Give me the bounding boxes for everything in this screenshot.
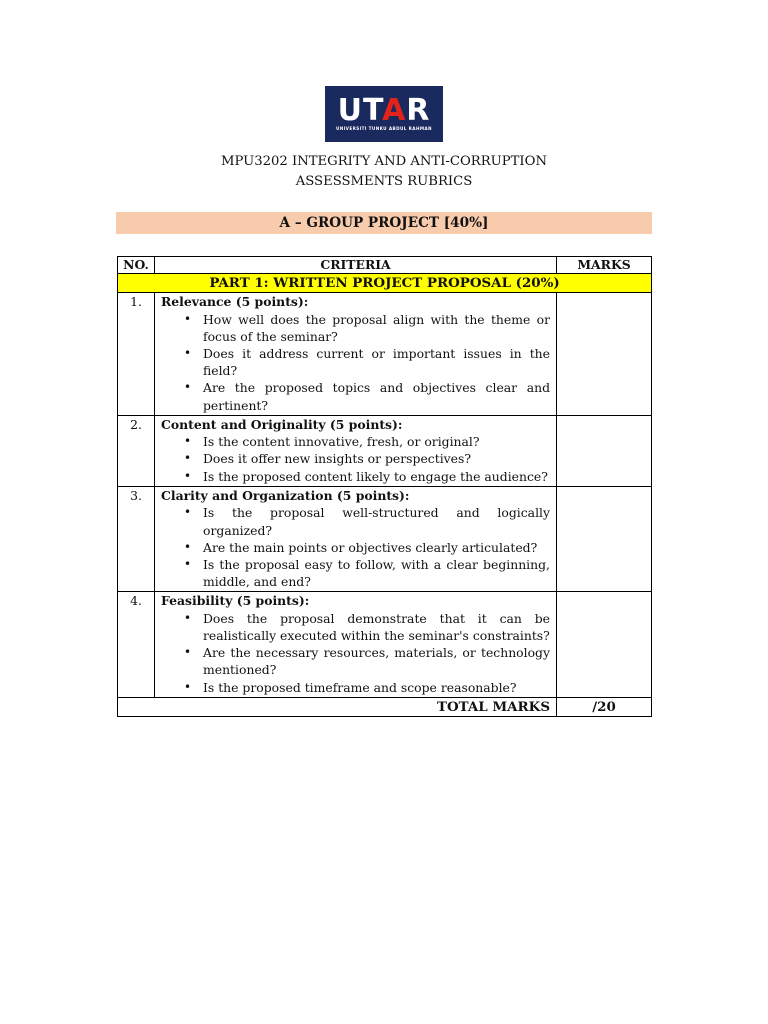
table-row [118,486,652,592]
part-row [118,274,652,293]
total-marks-value: /20 [557,697,652,716]
list-item: • Is the proposed timeframe and scope reasonable? [203,679,550,696]
criteria-title: Clarity and Organization (5 points): [161,487,410,503]
criteria-bullets [161,433,550,486]
table-row [118,592,652,698]
marks-cell[interactable] [557,592,652,698]
list-item: • Is the proposal well-structured and logically organized? [203,504,550,538]
table-header-row [118,257,652,274]
criteria-title: Relevance (5 points): [161,294,309,309]
utar-logo [325,86,443,142]
list-item: • How well does the proposal align with the theme or focus of the seminar? [203,311,550,345]
table-row [118,293,652,416]
table-row [118,415,652,486]
list-item: • Does it offer new insights or perspectives? [203,450,550,467]
list-item: • Are the necessary resources, materials, or technology mentioned? [203,644,550,678]
list-item: • Are the proposed topics and objectives clear and pertinent? [203,379,550,413]
list-item: • Does it address current or important issues in the field? [203,345,550,379]
title-line-1: MPU3202 INTEGRITY AND ANTI-CORRUPTION [220,154,547,169]
criteria-title: Content and Originality (5 points): [161,416,403,432]
title-line-2: ASSESSMENTS RUBRICS [295,174,473,189]
criteria-bullets [161,610,550,697]
marks-cell[interactable] [557,486,652,592]
rubric-table [117,256,652,717]
row-number: 4. [118,592,155,698]
criteria-bullets [161,504,550,591]
header-no: NO. [118,257,155,274]
criteria-cell [155,486,557,592]
logo-wordmark: UTAR [337,93,431,128]
header-criteria: CRITERIA [155,257,557,274]
row-number: 1. [118,293,155,416]
header-marks: MARKS [557,257,652,274]
total-marks-label: TOTAL MARKS [118,697,557,716]
list-item: • Is the proposed content likely to engage the audience? [203,468,550,485]
part-title: PART 1: WRITTEN PROJECT PROPOSAL (20%) [118,274,652,293]
logo-subtitle: UNIVERSITI TUNKU ABDUL RAHMAN [336,126,432,131]
criteria-bullets [161,311,550,415]
criteria-title: Feasibility (5 points): [161,593,310,609]
row-number: 2. [118,415,155,486]
list-item: • Is the proposal easy to follow, with a clear beginning, middle, and end? [203,556,550,590]
marks-cell[interactable] [557,415,652,486]
list-item: • Does the proposal demonstrate that it can be realistically executed within the seminar's constraints? [203,610,550,644]
list-item: • Are the main points or objectives clearly articulated? [203,539,550,556]
list-item: • Is the content innovative, fresh, or original? [203,433,550,450]
criteria-cell [155,592,557,698]
document-title [0,152,768,192]
marks-cell[interactable] [557,293,652,416]
row-number: 3. [118,486,155,592]
criteria-cell [155,293,557,416]
section-title: A – GROUP PROJECT [40%] [116,212,652,234]
criteria-cell [155,415,557,486]
total-row [118,697,652,716]
